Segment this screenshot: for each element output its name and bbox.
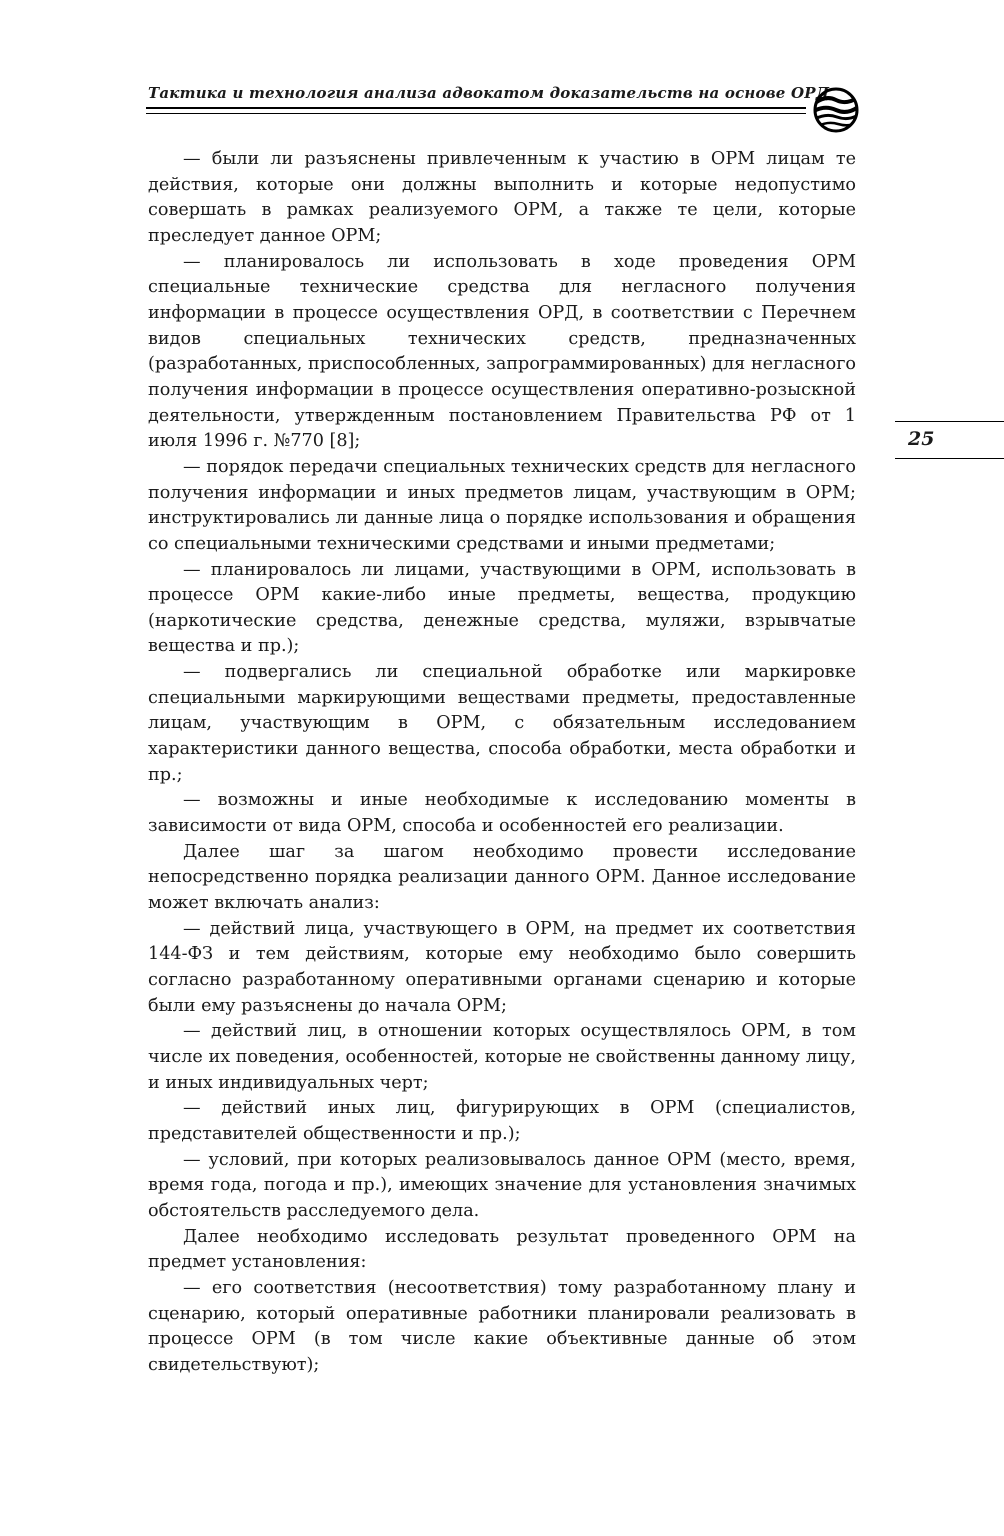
paragraph: Далее шаг за шагом необходимо провести исследование непосредственно порядка реализации данного ОРМ. Данное исследование может включать анализ: — [148, 841, 856, 914]
paragraph: — порядок передачи специальных технических средств для негласного получения информации и иных предметов лицам, участвующим в ОРМ; инструктировались ли данные лица о порядке использования и обращения со специальными техническими средствами и иными предметами; — [148, 456, 856, 554]
paragraph: — его соответствия (несоответствия) тому разработанному плану и сценарию, который оперативные работники планировали реализовать в процессе ОРМ (в том числе какие объективные данные об этом свидетельствуют); — [148, 1277, 856, 1375]
paragraph: — планировалось ли использовать в ходе проведения ОРМ специальные технические средства для негласного получения информации в процессе осуществления ОРД, в соответствии с Перечнем видов специальных технических средств, предназначенных (разработанных, приспособленных, запрограммированных) для негласного получения информации в процессе осуществления оперативно-розыскной деятельности, утвержденным постановлением Правительства РФ от 1 июля 1996 г. №770 [8]; — [148, 251, 856, 452]
page-number-rule-top — [895, 421, 1004, 422]
header-rule-thick — [146, 107, 806, 109]
body-text — [148, 147, 856, 1379]
wave-globe-icon — [812, 86, 860, 134]
paragraph: — были ли разъяснены привлеченным к участию в ОРМ лицам те действия, которые они должны выполнить и которые недопустимо совершать в рамках реализуемого ОРМ, а также те цели, которые преследует данное ОРМ; — [148, 149, 856, 246]
paragraph: — действий лиц, в отношении которых осуществлялось ОРМ, в том числе их поведения, особенностей, которые не свойственны данному лицу, и иных индивидуальных черт; — [148, 1021, 856, 1093]
paragraph: — условий, при которых реализовывалось данное ОРМ (место, время, время года, погода и пр.), имеющих значение для установления значимых обстоятельств расследуемого дела. — [148, 1149, 856, 1221]
paragraph: — планировалось ли лицами, участвующими в ОРМ, использовать в процессе ОРМ какие-либо иные предметы, вещества, продукцию (наркотические средства, денежные средства, муляжи, взрывчатые вещества и пр.); — [148, 559, 856, 657]
paragraph: Далее необходимо исследовать результат проведенного ОРМ на предмет установления: — [148, 1226, 856, 1273]
header-rule-thin — [146, 113, 806, 114]
running-head: Тактика и технология анализа адвокатом доказательств на основе ОРД — [148, 84, 830, 102]
paragraph: — возможны и иные необходимые к исследованию моменты в зависимости от вида ОРМ, способа и особенностей его реализации. — [148, 790, 856, 837]
page-number: 25 — [908, 428, 935, 450]
paragraph: — действий иных лиц, фигурирующих в ОРМ (специалистов, представителей общественности и пр.); — [148, 1098, 856, 1144]
paragraph: — действий лица, участвующего в ОРМ, на предмет их соответствия 144-ФЗ и тем действиям, которые ему необходимо было совершить согласно разработанному оперативными органами сценарию и которые были ему разъяснены до начала ОРМ; — [148, 918, 856, 1016]
page-number-rule-bottom — [895, 458, 1004, 459]
paragraph: — подвергались ли специальной обработке или маркировке специальными маркирующими веществами предметы, предоставленные лицам, участвующим в ОРМ, с обязательным исследованием характеристики данного вещества, способа обработки, места обработки и пр.; — [148, 662, 856, 785]
